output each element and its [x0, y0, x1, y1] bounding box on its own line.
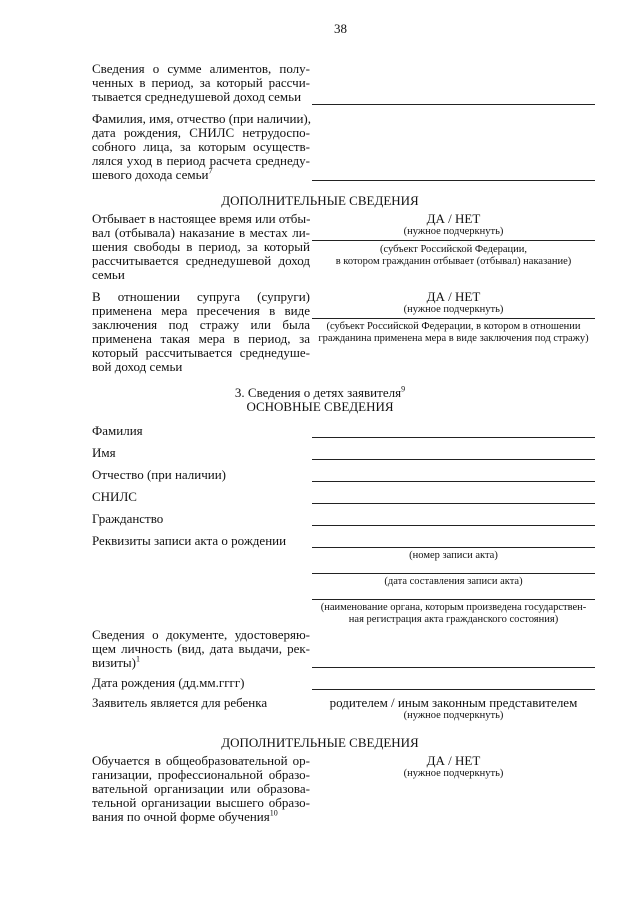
detention-label-line: применена такая мера в период, за: [92, 331, 310, 346]
footnote-marker: 10: [269, 808, 278, 818]
birth-date-input-line[interactable]: [312, 689, 595, 690]
punishment-label-line: семьи: [92, 267, 125, 282]
care-label-line: лялся уход в период расчета среднеду-: [92, 153, 310, 168]
surname-input-line[interactable]: [312, 437, 595, 438]
care-input-line[interactable]: [312, 180, 595, 181]
care-label-line: дата рождения, СНИЛС нетрудоспо-: [92, 125, 310, 140]
care-label-line: Фамилия, имя, отчество (при наличии),: [92, 111, 312, 126]
punishment-region-line[interactable]: [312, 240, 595, 241]
birth-record-authority-caption: (наименование органа, которым произведена государствен-: [320, 602, 587, 613]
id-doc-label-line: [92, 656, 140, 670]
footnote-marker: 1: [135, 654, 140, 664]
birth-record-authority-line[interactable]: [312, 599, 595, 600]
education-hint: (нужное подчеркнуть): [403, 768, 504, 779]
education-yes-no[interactable]: ДА / НЕТ: [426, 753, 481, 768]
birth-record-number-line[interactable]: [312, 547, 595, 548]
education-label-line: тельной организации высшего образо-: [92, 795, 310, 810]
education-label-line: вательной организации или образова-: [92, 781, 310, 796]
birth-record-number-caption: (номер записи акта): [409, 550, 498, 561]
footnote-marker: 7: [208, 166, 213, 176]
patronymic-input-line[interactable]: [312, 481, 595, 482]
punishment-label-line: шения свободы в период, за который: [92, 239, 310, 254]
birth-date-label: Дата рождения (дд.мм.гггг): [92, 675, 245, 690]
snils-input-line[interactable]: [312, 503, 595, 504]
education-label-line: [92, 810, 278, 824]
detention-caption-line: (субъект Российской Федерации, в котором в отношении: [326, 321, 581, 332]
section-title-additional: ДОПОЛНИТЕЛЬНЫЕ СВЕДЕНИЯ: [221, 193, 419, 208]
care-label-line: [92, 168, 212, 182]
punishment-caption-line: (субъект Российской Федерации,: [379, 244, 528, 255]
alimony-label-line: ченных в период, за который рассчи-: [92, 75, 310, 90]
punishment-yes-no[interactable]: ДА / НЕТ: [426, 211, 481, 226]
detention-label-line: который рассчитывается среднедуше-: [92, 345, 310, 360]
education-label-line: Обучается в общеобразовательной ор-: [92, 753, 310, 768]
detention-label-line: вой доход семьи: [92, 359, 183, 374]
care-label-text: шевого дохода семьи: [92, 167, 209, 182]
alimony-input-line[interactable]: [312, 104, 595, 105]
detention-yes-no[interactable]: ДА / НЕТ: [426, 289, 481, 304]
footnote-marker: 9: [401, 384, 406, 394]
birth-record-authority-caption: ная регистрация акта гражданского состояния): [348, 614, 559, 625]
relation-hint: (нужное подчеркнуть): [403, 710, 504, 721]
punishment-label-line: Отбывает в настоящее время или отбы-: [92, 211, 311, 226]
detention-region-line[interactable]: [312, 318, 595, 319]
detention-caption-line: гражданина применена мера в виде заключения под стражу): [318, 333, 589, 344]
surname-label: Фамилия: [92, 423, 143, 438]
punishment-caption-line: в котором гражданин отбывает (отбывал) наказание): [335, 256, 572, 267]
punishment-hint: (нужное подчеркнуть): [403, 226, 504, 237]
page-number: 38: [334, 21, 347, 36]
relation-answer[interactable]: родителем / иным законным представителем: [329, 695, 578, 710]
education-label-text: вания по очной форме обучения: [92, 809, 270, 824]
section-subtitle-main: ОСНОВНЫЕ СВЕДЕНИЯ: [246, 399, 394, 414]
education-label-line: ганизации, профессиональной образо-: [92, 767, 310, 782]
name-input-line[interactable]: [312, 459, 595, 460]
punishment-label-line: вал (отбывала) наказание в местах ли-: [92, 225, 310, 240]
section-title-children-text: 3. Сведения о детях заявителя: [234, 385, 402, 400]
id-doc-label-line: Сведения о документе, удостоверяю-: [92, 627, 310, 642]
care-label-line: собного лица, за которым осуществ-: [92, 139, 310, 154]
relation-label: Заявитель является для ребенка: [92, 695, 268, 710]
patronymic-label: Отчество (при наличии): [92, 467, 227, 482]
detention-hint: (нужное подчеркнуть): [403, 304, 504, 315]
detention-label-line: заключения под стражу или была: [92, 317, 310, 332]
section-title-additional-children: ДОПОЛНИТЕЛЬНЫЕ СВЕДЕНИЯ: [221, 735, 419, 750]
id-doc-label-text: визиты): [92, 655, 136, 670]
birth-record-label: Реквизиты записи акта о рождении: [92, 533, 287, 548]
detention-label-line: применена мера пресечения в виде: [92, 303, 310, 318]
birth-record-date-line[interactable]: [312, 573, 595, 574]
citizenship-label: Гражданство: [92, 511, 164, 526]
detention-label-line: В отношении супруга (супруги): [92, 289, 310, 304]
name-label: Имя: [92, 445, 116, 460]
birth-record-date-caption: (дата составления записи акта): [384, 576, 523, 587]
citizenship-input-line[interactable]: [312, 525, 595, 526]
snils-label: СНИЛС: [92, 489, 137, 504]
alimony-label-line: тывается среднедушевой доход семьи: [92, 89, 302, 104]
id-doc-input-line[interactable]: [312, 667, 595, 668]
id-doc-label-line: щем личность (вид, дата выдачи, рек-: [92, 641, 310, 656]
punishment-label-line: рассчитывается среднедушевой доход: [92, 253, 310, 268]
alimony-label-line: Сведения о сумме алиментов, полу-: [92, 61, 310, 76]
section-title-children: [0, 386, 640, 400]
